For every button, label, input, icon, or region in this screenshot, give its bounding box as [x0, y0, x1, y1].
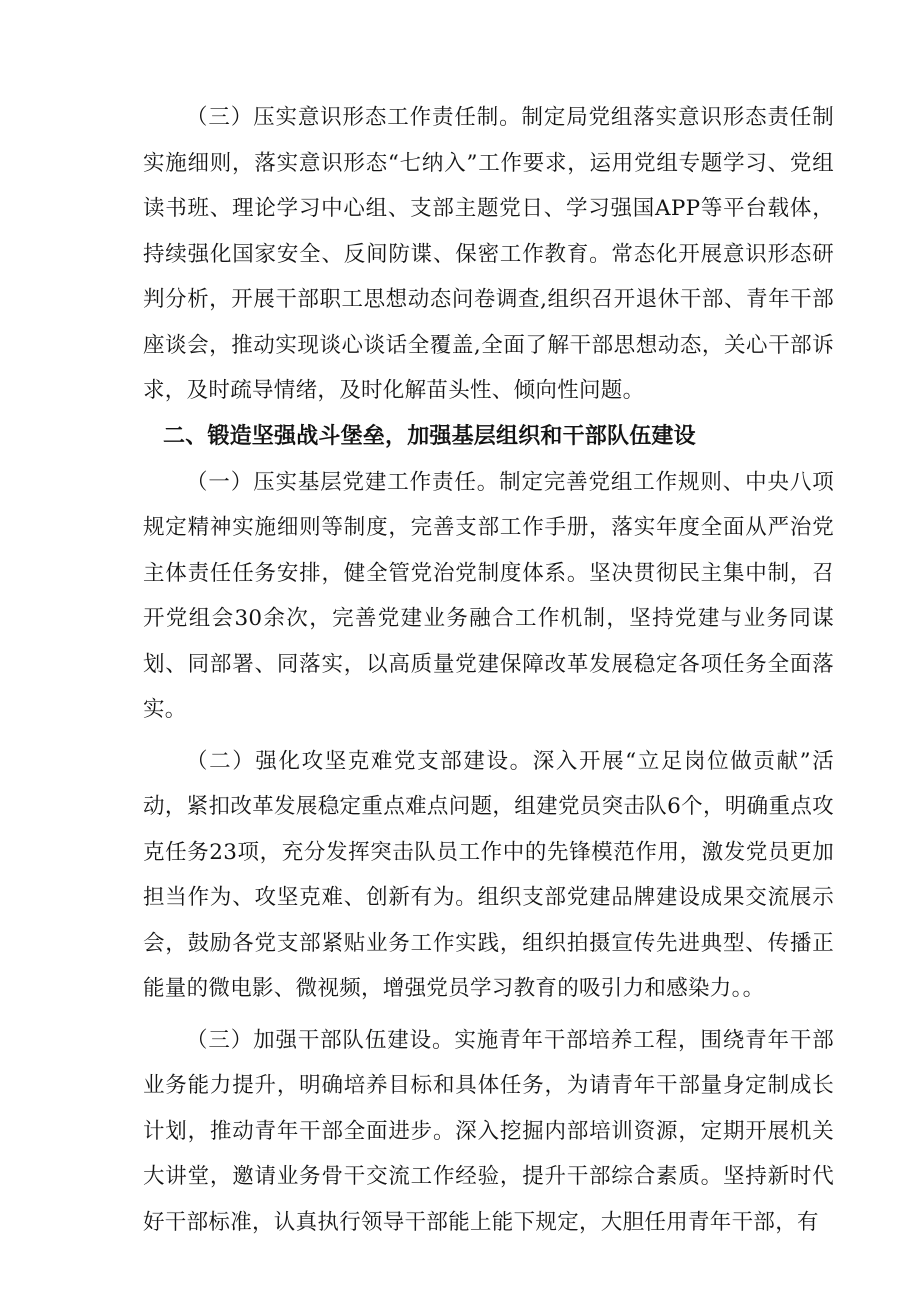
paragraph-grassroots-party-building: （一）压实基层党建工作责任。制定完善党组工作规则、中央八项规定精神实施细则等制度，完善支部工作手册，落实年度全面从严治党主体责任任务安排，健全管党治党制度体系。坚决贯彻民主集中制，召开党组会30余次，完善党建业务融合工作机制，坚持党建与业务同谋划、同部署、同落实，以高质量党建保障改革发展稳定各项任务全面落实。 [143, 469, 834, 722]
paragraph-cadre-team-building: （三）加强干部队伍建设。实施青年干部培养工程，围绕青年干部业务能力提升，明确培养目标和具体任务，为请青年干部量身定制成长计划，推动青年干部全面进步。深入挖掘内部培训资源，定期开展机关大讲堂，邀请业务骨干交流工作经验，提升干部综合素质。坚持新时代好干部标准，认真执行领导干部能上能下规定，大胆任用青年干部，有 [143, 1027, 834, 1235]
paragraph-party-branch-construction: （二）强化攻坚克难党支部建设。深入开展“立足岗位做贡献”活动，紧扣改革发展稳定重点难点问题，组建党员突击队6个，明确重点攻克任务23项，充分发挥突击队员工作中的先锋模范作用，激发党员更加担当作为、攻坚克难、创新有为。组织支部党建品牌建设成果交流展示会，鼓励各党支部紧贴业务工作实践，组织拍摄宣传先进典型、传播正能量的微电影、微视频，增强党员学习教育的吸引力和感染力。。 [143, 748, 834, 1001]
section-heading-2: 二、锻造坚强战斗堡垒，加强基层组织和干部队伍建设 [163, 423, 696, 449]
paragraph-ideology-responsibility: （三）压实意识形态工作责任制。制定局党组落实意识形态责任制实施细则，落实意识形态“七纳入”工作要求，运用党组专题学习、党组读书班、理论学习中心组、支部主题党日、学习强国APP等平台载体，持续强化国家安全、反间防谍、保密工作教育。常态化开展意识形态研判分析，开展干部职工思想动态问卷调查,组织召开退休干部、青年干部座谈会，推动实现谈心谈话全覆盖,全面了解干部思想动态，关心干部诉求，及时疏导情绪，及时化解苗头性、倾向性问题。 [143, 105, 834, 403]
